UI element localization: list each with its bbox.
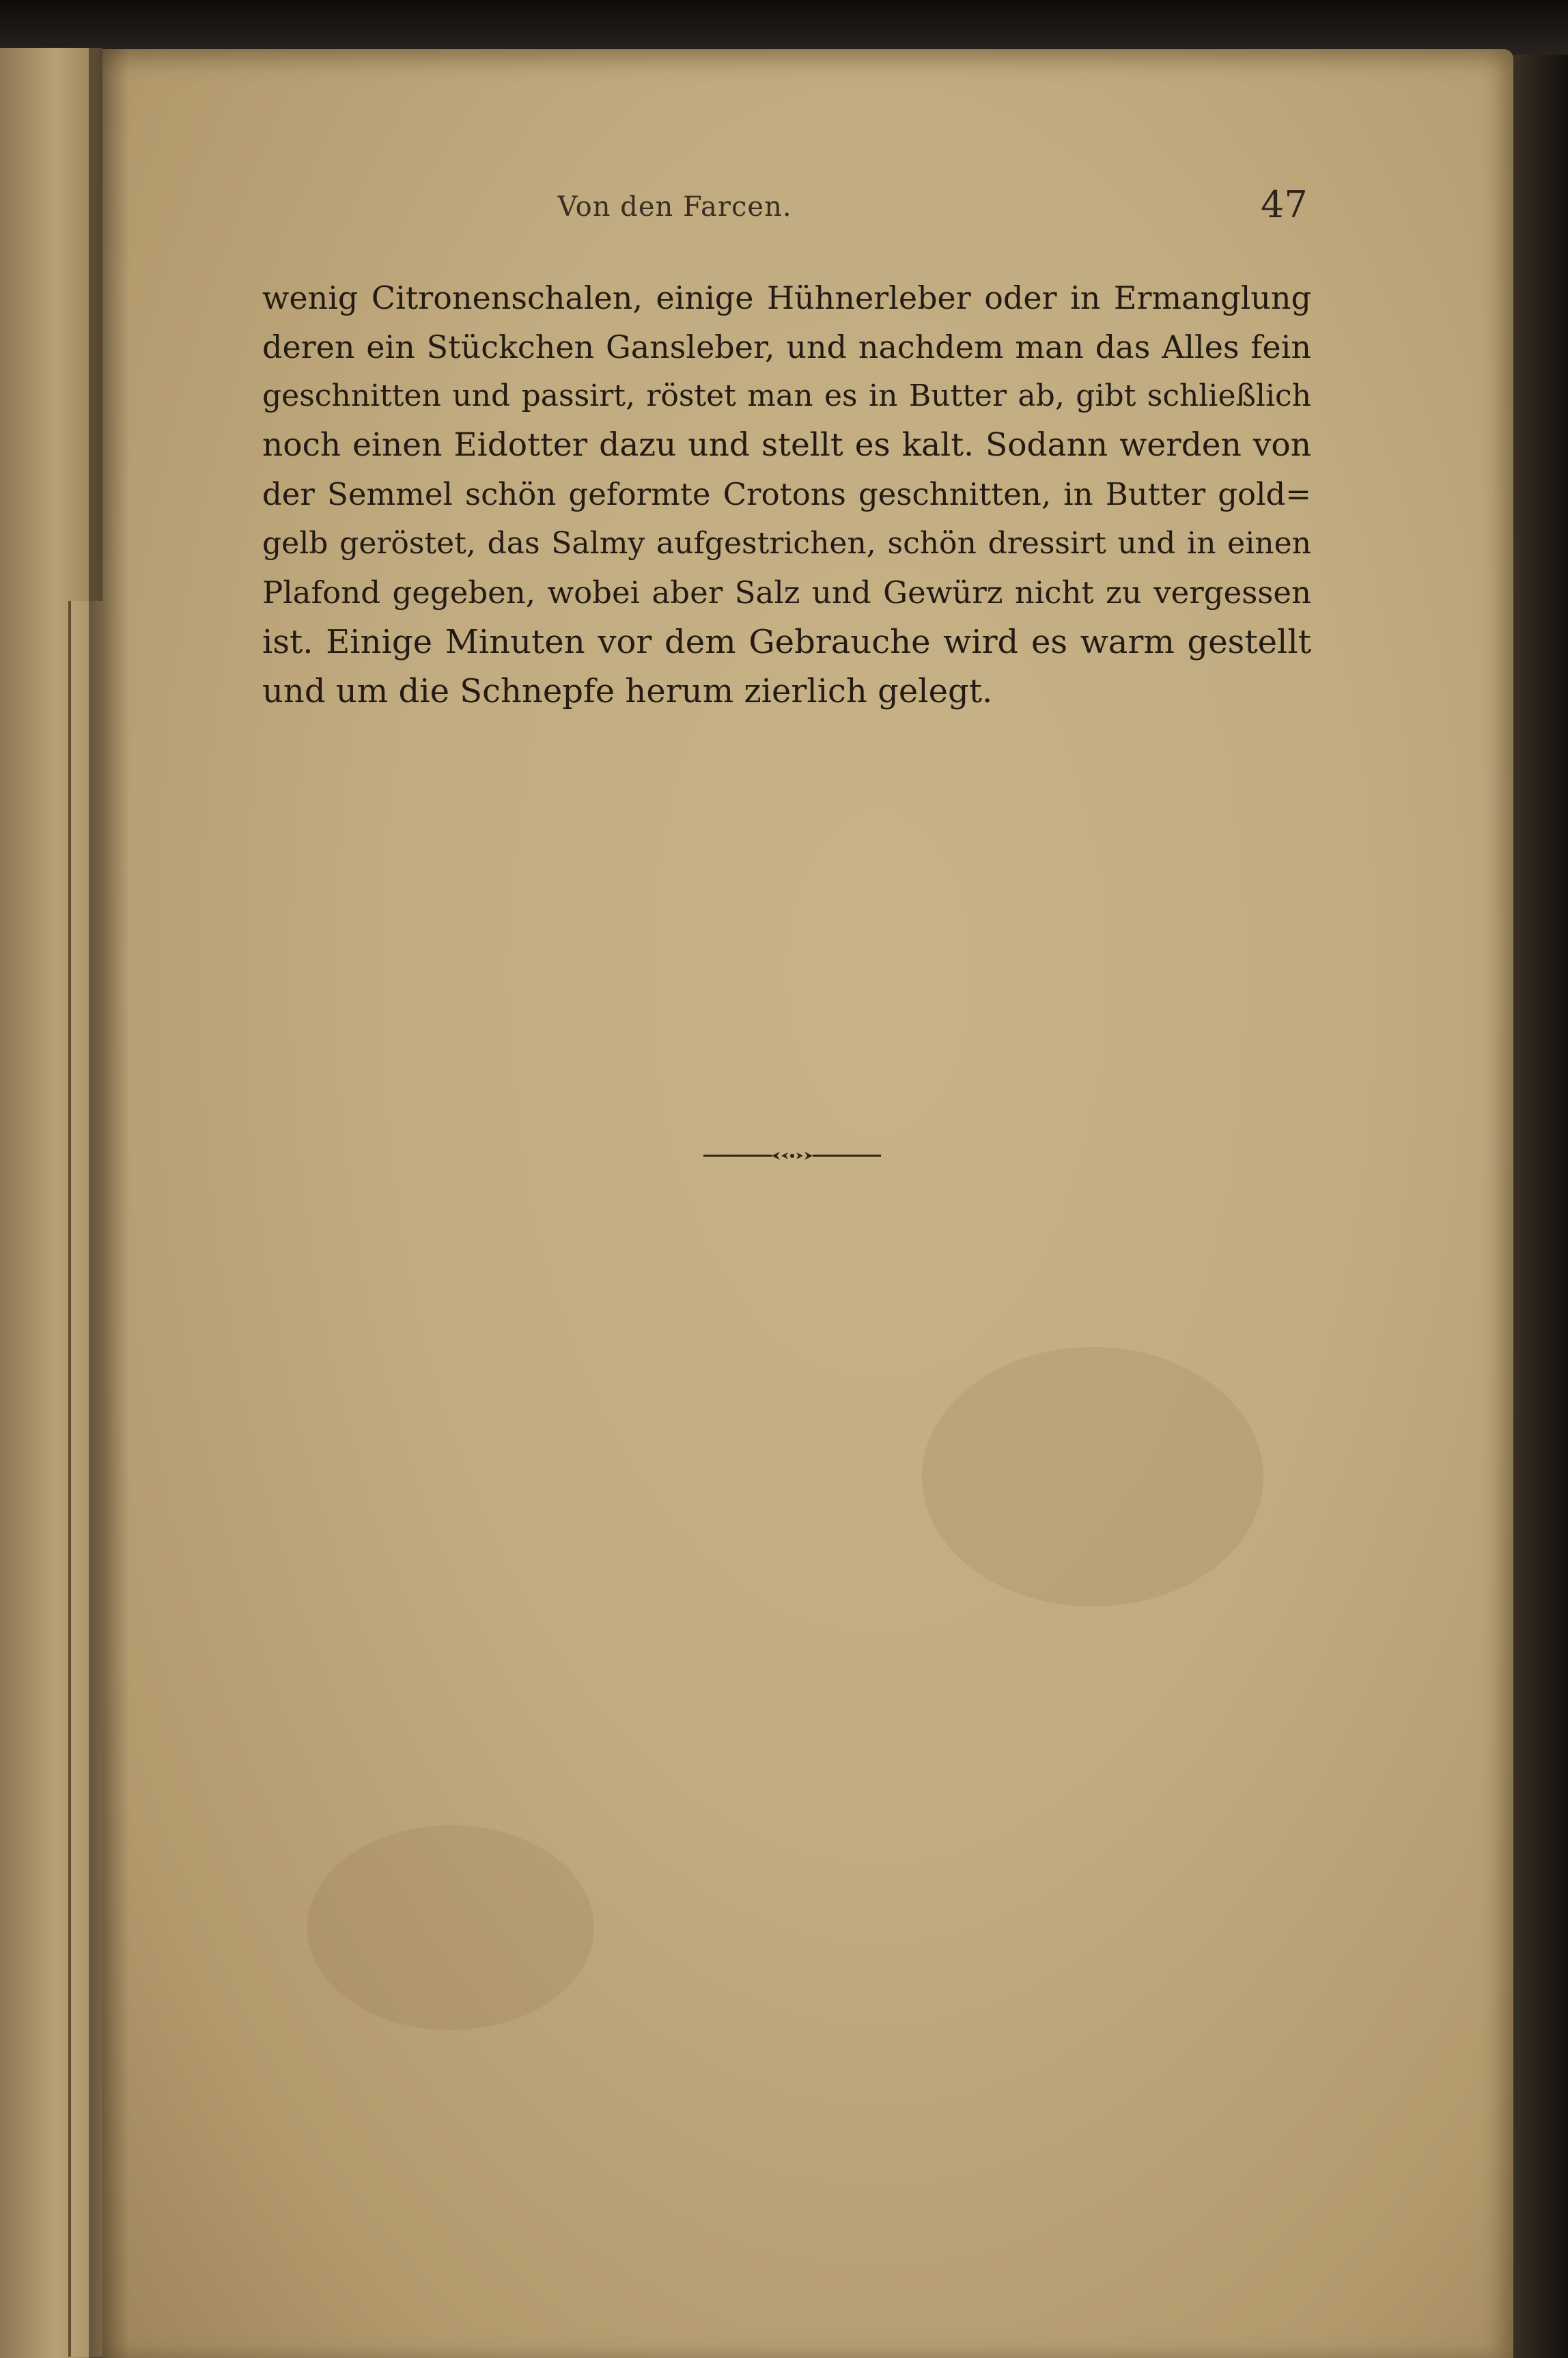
page-number: 47 bbox=[1261, 183, 1308, 226]
text-line: gelb geröstet, das Salmy aufgestrichen, schön dressirt und in einen bbox=[262, 526, 1311, 561]
tilde-dash-ornament-icon bbox=[703, 1142, 881, 1169]
running-head: Von den Farcen. bbox=[557, 191, 792, 223]
paper-stain bbox=[922, 1347, 1263, 1607]
text-line: Plafond gegeben, wobei aber Salz und Gewürz nicht zu vergessen bbox=[262, 574, 1311, 611]
text-line: ist. Einige Minuten vor dem Gebrauche wird es warm gestellt bbox=[262, 623, 1311, 661]
body-text bbox=[262, 273, 1311, 716]
gutter-shadow bbox=[89, 48, 130, 2358]
text-line: und um die Schnepfe herum zierlich gelegt. bbox=[262, 672, 993, 710]
text-line: der Semmel schön geformte Crotons geschnitten, in Butter gold= bbox=[262, 476, 1311, 512]
page-right-edge bbox=[1513, 55, 1568, 2358]
text-line: deren ein Stückchen Gansleber, und nachdem man das Alles fein bbox=[262, 329, 1311, 365]
text-line: wenig Citronenschalen, einige Hühnerleber oder in Ermanglung bbox=[262, 279, 1311, 316]
text-line: geschnitten und passirt, röstet man es in Butter ab, gibt schließlich bbox=[262, 378, 1311, 413]
paper-stain bbox=[307, 1825, 594, 2030]
text-line: noch einen Eidotter dazu und stellt es kalt. Sodann werden von bbox=[262, 426, 1311, 464]
